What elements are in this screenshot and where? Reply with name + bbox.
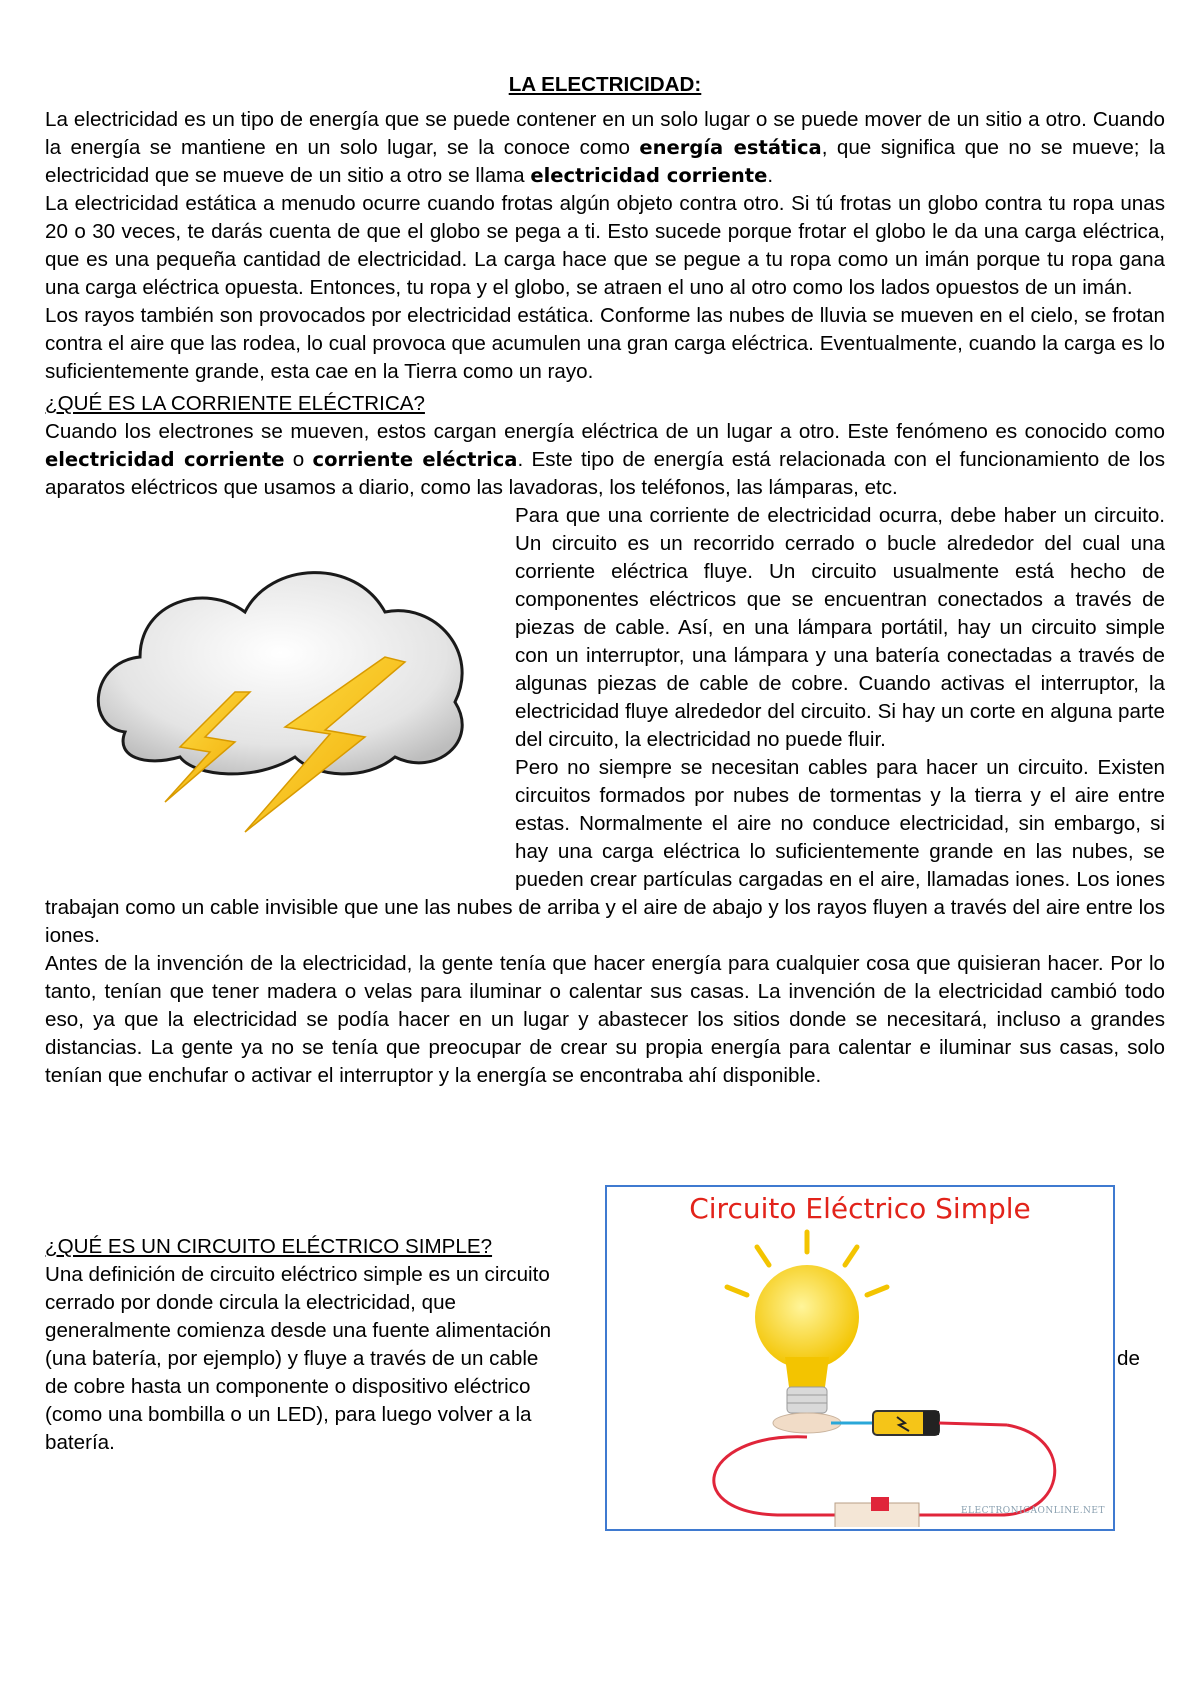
storm-cloud-image (45, 502, 515, 882)
circuit-diagram-frame (605, 1185, 1115, 1531)
text-run: , que significa que no se mueve; la electricidad que se mueve de un sitio a otro se llama (45, 136, 1166, 187)
bold-term: electricidad corriente (45, 448, 285, 471)
text-run: . (767, 164, 774, 187)
section1-paragraph-4: Antes de la invención de la electricidad, la gente tenía que hacer energía para cualquier cosa que quisieran hacer. Por lo tanto, tenían que tener madera o velas para iluminar o calentar sus casas. La invención de la electricidad cambió todo eso, ya que la electricidad se podía hacer en un lugar y abastecer los sitios donde se necesitará, incluso a grandes distancias. La gente ya no se tenía que preocupar de crear su propia energía para calentar e iluminar sus casas, solo tenían que enchufar o activar el interruptor y la energía se encontraba ahí disponible. (45, 952, 1165, 1087)
section-heading-corriente: ¿QUÉ ES LA CORRIENTE ELÉCTRICA? (45, 392, 425, 415)
document-page (45, 70, 1165, 1090)
text-run: Una definición de circuito eléctrico simple es un circuito cerrado por donde circula la electricidad, que generalmente comienza desde una fuente (45, 1263, 550, 1342)
circuit-section (45, 1192, 1165, 1516)
text-run: o (284, 448, 313, 471)
bold-term: corriente eléctrica (312, 448, 518, 471)
intro-paragraph-1 (45, 106, 1165, 190)
figure-title: Circuito Eléctrico Simple (689, 1192, 1031, 1225)
section1-paragraph-3: Pero no siempre se necesitan cables para hacer un circuito. Existen circuitos formados por nubes de tormentas y la tierra y el aire entre estas. Normalmente el aire no conduce electricidad, sin embargo, si hay una carga eléctrica lo suficientemente grande en las nubes, se pueden crear partículas cargadas en el aire, llamadas iones. Los iones trabajan como un cable invisible que une las nubes de arriba y el aire de abajo y los rayos fluyen a través del aire entre los iones. (45, 756, 1165, 947)
figure-watermark: ELECTRONICAONLINE.NET (960, 1506, 1105, 1516)
page-title: LA ELECTRICIDAD: (508, 73, 702, 96)
circuit-text-column (45, 1233, 565, 1457)
section-heading-circuito: ¿QUÉ ES UN CIRCUITO ELÉCTRICO SIMPLE? (45, 1235, 493, 1258)
text-run: Cuando los electrones se mueven, estos cargan energía eléctrica de un lugar a otro. Este fenómeno es conocido como (45, 420, 1165, 443)
text-run: alimentación (una batería, por ejemplo) y fluye a través de un cable de cobre hasta un componente o dispositivo eléctrico (como una bombilla o un LED), para luego volver a la batería. (45, 1319, 552, 1454)
storm-cloud-icon (85, 542, 485, 862)
text-run: La electricidad es un tipo de energía que se puede contener en un solo lugar o se puede mover de un sitio a otro. Cuando la energía se mantiene en un solo lugar, se la conoce como (45, 108, 1165, 159)
section2-paragraph-1 (45, 1261, 565, 1457)
circuit-figure (593, 1185, 1123, 1545)
section1-paragraph-2: Para que una corriente de electricidad ocurra, debe haber un circuito. Un circuito es un recorrido cerrado o bucle alrededor del cual una corriente eléctrica fluye. Un circuito usualmente está hecho de componentes eléctricos que se encuentran conectados a través de piezas de cable. Así, en una lámpara portátil, hay un circuito simple con un interruptor, una lámpara y una batería conectadas a través de algunas piezas de cable de cobre. Cuando activas el interruptor, la electricidad fluye alrededor del circuito. Si hay un corte en alguna parte del circuito, la electricidad no puede fluir. (515, 504, 1165, 751)
bold-term: energía estática (639, 136, 822, 159)
bold-term: electricidad corriente (530, 164, 768, 187)
bulb-icon (755, 1265, 859, 1369)
text-run: . Este tipo de energía está relacionada con el funcionamiento de los aparatos eléctricos que usamos a diario, como las lavadoras, los teléfonos, las lámparas, etc. (45, 448, 1165, 499)
intro-paragraph-3: Los rayos también son provocados por electricidad estática. Conforme las nubes de lluvia se mueven en el cielo, se frotan contra el aire que las rodea, lo cual provoca que acumulen una gran carga eléctrica. Eventualmente, cuando la carga es lo suficientemente grande, esta cae en la Tierra como un rayo. (45, 304, 1165, 383)
simple-circuit-diagram (607, 1227, 1113, 1527)
intro-paragraph-2: La electricidad estática a menudo ocurre cuando frotas algún objeto contra otro. Si tú frotas un globo contra tu ropa unas 20 o 30 veces, te darás cuenta de que el globo se pega a ti. Esto sucede porque frotar el globo le da una carga eléctrica, que es una pequeña cantidad de electricidad. La carga hace que se pegue a tu ropa como un imán porque tu ropa gana una carga eléctrica opuesta. Entonces, tu ropa y el globo, se atraen el uno al otro como los lados opuestos de un imán. (45, 192, 1165, 299)
section1-paragraph-1 (45, 418, 1165, 502)
paragraph-overflow-word: de (1117, 1347, 1140, 1370)
